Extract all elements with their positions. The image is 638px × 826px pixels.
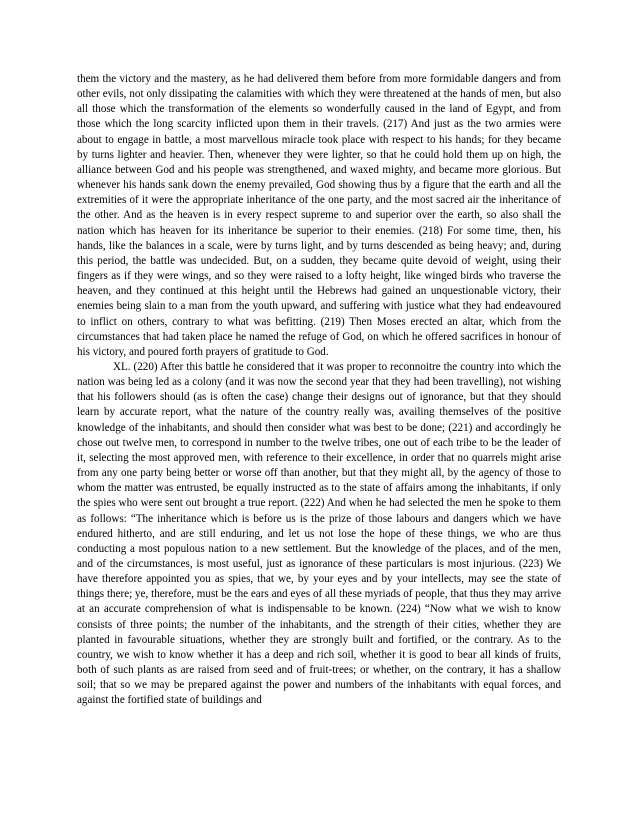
- paragraph-chapter-xl-spies: XL. (220) After this battle he considered that it was proper to reconnoitre the country into which the nation was being led as a colony (and it was now the second year that they had been travelling), not wishing that his followers should (as is often the case) change their designs out of ignorance, but that they should learn by accurate report, what the nature of the country really was, availing themselves of the positive knowledge of the inhabitants, and should then consider what was best to be done; (221) and accordingly he chose out twelve men, to correspond in number to the twelve tribes, one out of each tribe to be the leader of it, selecting the most approved men, with reference to their excellence, in order that no quarrels might arise from any one party being better or worse off than another, but that they might all, by the agency of those to whom the matter was entrusted, be equally instructed as to the state of affairs among the inhabitants, if only the spies who were sent out brought a true report. (222) And when he had selected the men he spoke to them as follows: “The inheritance which is before us is the prize of those labours and dangers which we have endured hitherto, and are still enduring, and let us not lose the hope of these things, we who are thus conducting a most populous nation to a new settlement. But the knowledge of the places, and of the men, and of the circumstances, is most useful, just as ignorance of these particulars is most injurious. (223) We have therefore appointed you as spies, that we, by your eyes and by your intellects, may see the state of things there; ye, therefore, must be the ears and eyes of all these myriads of people, that thus they may arrive at an accurate comprehension of what is indispensable to be known. (224) “Now what we wish to know consists of three points; the number of the inhabitants, and the strength of their cities, whether they are planted in favourable situations, whether they are strongly built and fortified, or the contrary. As to the country, we wish to know whether it has a deep and rich soil, whether it is good to bear all kinds of fruits, both of such plants as are raised from seed and of fruit-trees; or whether, on the contrary, it has a shallow soil; that so we may be prepared against the power and numbers of the inhabitants with equal forces, and against the fortified state of buildings and: [77, 360, 561, 707]
- document-page: [77, 72, 561, 709]
- paragraph-victory-over-amalek: them the victory and the mastery, as he had delivered them before from more formidable dangers and from other evils, not only dissipating the calamities with which they were threatened at the hands of men, but also all those which the transformation of the elements so wonderfully caused in the land of Egypt, and from those which the long scarcity inflicted upon them in their travels. (217) And just as the two armies were about to engage in battle, a most marvellous miracle took place with respect to his hands; for they became by turns lighter and heavier. Then, whenever they were lighter, so that he could hold them up on high, the alliance between God and his people was strengthened, and waxed mighty, and became more glorious. But whenever his hands sank down the enemy prevailed, God showing thus by a figure that the earth and all the extremities of it were the appropriate inheritance of the one party, and the most sacred air the inheritance of the other. And as the heaven is in every respect supreme to and superior over the earth, so also shall the nation which has heaven for its inheritance be superior to their enemies. (218) For some time, then, his hands, like the balances in a scale, were by turns light, and by turns descended as being heavy; and, during this period, the battle was undecided. But, on a sudden, they became quite devoid of weight, using their fingers as if they were wings, and so they were raised to a lofty height, like winged birds who traverse the heaven, and they continued at this height until the Hebrews had gained an unquestionable victory, their enemies being slain to a man from the youth upward, and suffering with justice what they had endeavoured to inflict on others, contrary to what was befitting. (219) Then Moses erected an altar, which from the circumstances that had taken place he named the refuge of God, on which he offered sacrifices in honour of his victory, and poured forth prayers of gratitude to God.: [77, 73, 561, 358]
